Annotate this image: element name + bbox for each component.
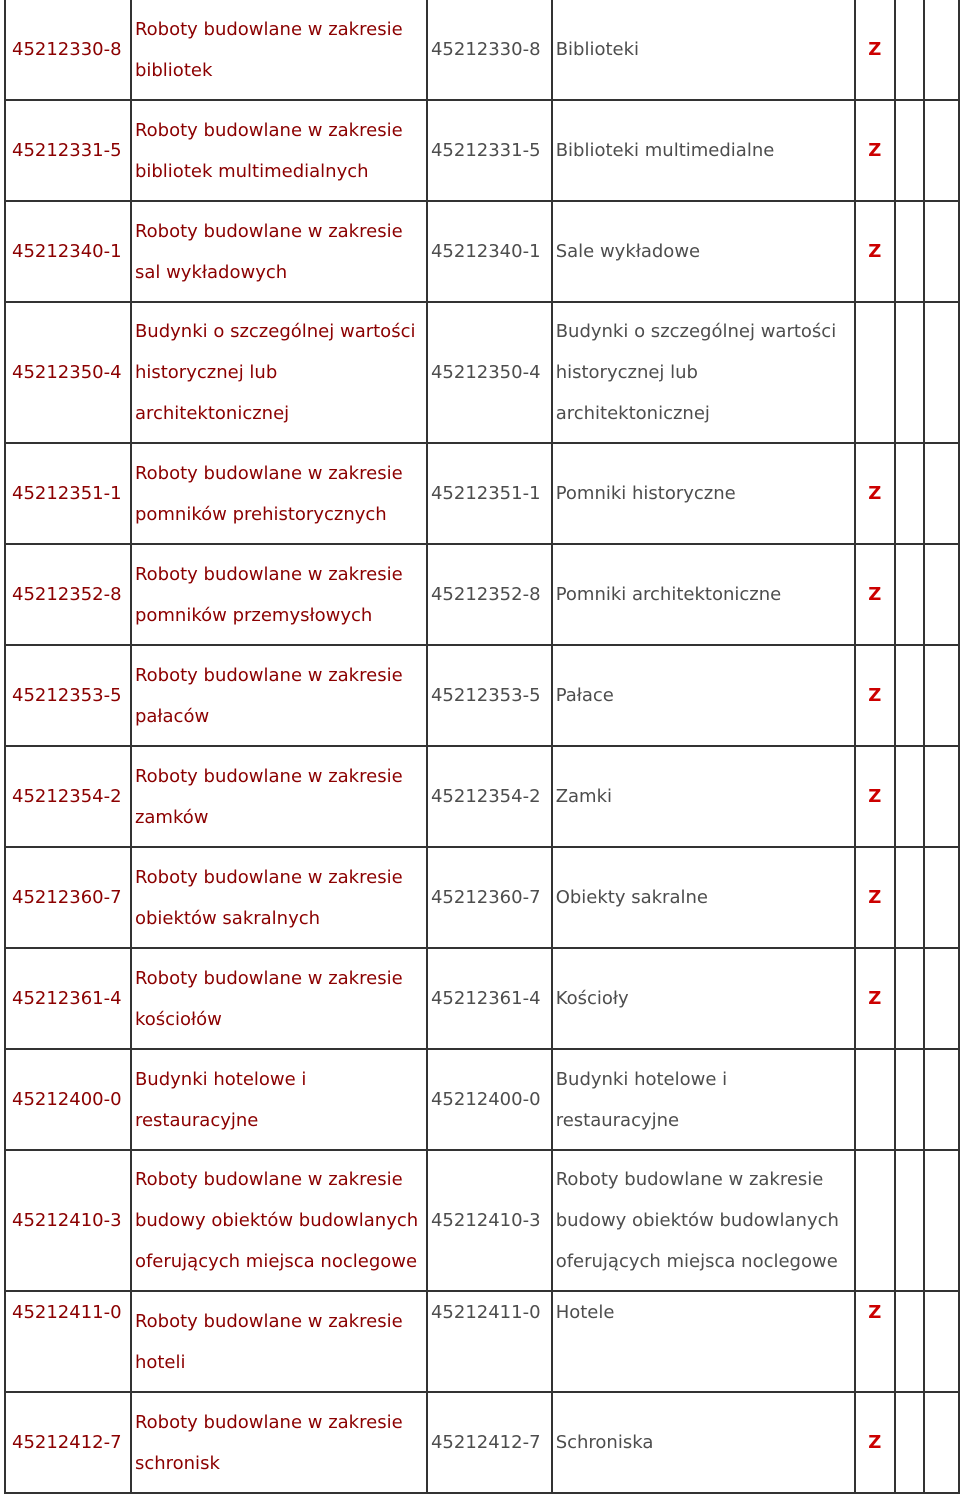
source-description-cell <box>131 1150 427 1291</box>
source-code-cell <box>5 645 131 746</box>
target-code: 45212412-7 <box>430 1432 541 1453</box>
empty-cell <box>895 645 924 746</box>
table-row <box>5 1049 959 1150</box>
source-description-cell <box>131 847 427 948</box>
table-row <box>5 201 959 302</box>
source-code-cell <box>5 746 131 847</box>
target-description-cell <box>552 948 855 1049</box>
source-description-line: restauracyjne <box>134 1109 259 1131</box>
cpv-mapping-table <box>4 0 960 1494</box>
target-description-line: Budynki hotelowe i <box>555 1068 728 1090</box>
status-flag: Z <box>868 241 882 262</box>
source-code-cell <box>5 100 131 201</box>
target-description-line: Biblioteki <box>555 39 640 60</box>
source-description-line: Roboty budowlane w zakresie <box>134 866 403 888</box>
source-description-cell <box>131 201 427 302</box>
source-code: 45212400-0 <box>12 1089 122 1110</box>
table-row <box>5 100 959 201</box>
table-row <box>5 847 959 948</box>
target-description-cell <box>552 746 855 847</box>
source-code-cell <box>5 847 131 948</box>
target-description-line: oferujących miejsca noclegowe <box>555 1251 838 1272</box>
source-code: 45212350-4 <box>12 362 122 383</box>
source-description-cell <box>131 645 427 746</box>
target-description-line: Obiekty sakralne <box>555 887 708 908</box>
source-description-line: Roboty budowlane w zakresie <box>134 563 403 585</box>
source-code: 45212353-5 <box>12 685 122 706</box>
empty-cell <box>895 1049 924 1150</box>
empty-cell <box>924 201 959 302</box>
empty-cell <box>895 1150 924 1291</box>
target-code: 45212354-2 <box>430 786 541 807</box>
empty-cell <box>924 1392 959 1493</box>
target-description-line: Sale wykładowe <box>555 241 701 262</box>
target-code: 45212400-0 <box>430 1089 541 1110</box>
target-description-cell <box>552 1392 855 1493</box>
source-description-line: historycznej lub <box>134 362 278 383</box>
source-description-line: Roboty budowlane w zakresie <box>134 462 403 484</box>
source-code: 45212354-2 <box>12 786 122 807</box>
source-description-line: oferujących miejsca noclegowe <box>134 1251 418 1272</box>
source-description-cell <box>131 100 427 201</box>
source-description-line: Roboty budowlane w zakresie <box>134 119 403 141</box>
target-description-line: Budynki o szczególnej wartości <box>555 321 837 342</box>
source-description-cell <box>131 948 427 1049</box>
empty-cell <box>895 443 924 544</box>
target-code-cell <box>427 544 552 645</box>
status-flag: Z <box>868 1302 882 1323</box>
empty-cell <box>895 948 924 1049</box>
empty-cell <box>924 1150 959 1291</box>
source-description-cell <box>131 302 427 443</box>
status-flag-cell <box>855 201 895 302</box>
source-description-line: pomników prehistorycznych <box>134 503 387 525</box>
target-code: 45212352-8 <box>430 584 541 605</box>
empty-cell <box>895 0 924 100</box>
source-description-cell <box>131 544 427 645</box>
target-description-cell <box>552 1291 855 1392</box>
target-code: 45212331-5 <box>430 140 541 161</box>
target-code-cell <box>427 1150 552 1291</box>
target-code-cell <box>427 746 552 847</box>
target-code-cell <box>427 1392 552 1493</box>
target-description-cell <box>552 1049 855 1150</box>
source-description-cell <box>131 1291 427 1392</box>
target-description-cell <box>552 1150 855 1291</box>
status-flag-cell <box>855 302 895 443</box>
target-code-cell <box>427 0 552 100</box>
status-flag: Z <box>868 584 882 605</box>
target-description-cell <box>552 201 855 302</box>
source-code: 45212410-3 <box>12 1210 122 1231</box>
table-row <box>5 1392 959 1493</box>
source-description-line: Roboty budowlane w zakresie <box>134 664 403 686</box>
status-flag-cell <box>855 443 895 544</box>
status-flag-cell <box>855 544 895 645</box>
source-description-cell <box>131 1049 427 1150</box>
empty-cell <box>895 302 924 443</box>
source-code-cell <box>5 544 131 645</box>
status-flag-cell <box>855 1392 895 1493</box>
target-code-cell <box>427 100 552 201</box>
empty-cell <box>924 948 959 1049</box>
table-row <box>5 746 959 847</box>
status-flag: Z <box>868 685 882 706</box>
empty-cell <box>895 1392 924 1493</box>
empty-cell <box>924 443 959 544</box>
source-description-line: Roboty budowlane w zakresie <box>134 18 403 40</box>
empty-cell <box>924 544 959 645</box>
target-description-cell <box>552 0 855 100</box>
source-description-line: sal wykładowych <box>134 261 288 283</box>
source-description-cell <box>131 443 427 544</box>
table-row <box>5 443 959 544</box>
target-description-line: Roboty budowlane w zakresie <box>555 1169 824 1190</box>
source-code: 45212331-5 <box>12 140 122 161</box>
empty-cell <box>895 746 924 847</box>
status-flag: Z <box>868 140 882 161</box>
target-code: 45212330-8 <box>430 39 541 60</box>
table-row <box>5 948 959 1049</box>
status-flag: Z <box>868 39 882 60</box>
target-code: 45212340-1 <box>430 241 541 262</box>
source-code-cell <box>5 948 131 1049</box>
status-flag-cell <box>855 1291 895 1392</box>
source-description-line: Budynki hotelowe i <box>134 1068 307 1090</box>
status-flag-cell <box>855 1049 895 1150</box>
status-flag: Z <box>868 988 882 1009</box>
target-code-cell <box>427 948 552 1049</box>
status-flag-cell <box>855 746 895 847</box>
target-description-line: Biblioteki multimedialne <box>555 140 775 161</box>
target-code-cell <box>427 847 552 948</box>
target-description-line: restauracyjne <box>555 1109 680 1131</box>
source-description-line: Budynki o szczególnej wartości <box>134 321 416 342</box>
status-flag-cell <box>855 948 895 1049</box>
source-code: 45212412-7 <box>12 1432 122 1453</box>
source-description-line: kościołów <box>134 1008 222 1030</box>
source-description-line: zamków <box>134 806 209 828</box>
table-row <box>5 0 959 100</box>
status-flag-cell <box>855 100 895 201</box>
target-description-line: budowy obiektów budowlanych <box>555 1210 839 1231</box>
target-description-cell <box>552 443 855 544</box>
source-code-cell <box>5 1049 131 1150</box>
status-flag: Z <box>868 1432 882 1453</box>
source-description-line: pomników przemysłowych <box>134 604 373 626</box>
table-row <box>5 645 959 746</box>
target-code-cell <box>427 645 552 746</box>
status-flag-cell <box>855 0 895 100</box>
empty-cell <box>895 201 924 302</box>
target-description-cell <box>552 100 855 201</box>
source-code: 45212351-1 <box>12 483 122 504</box>
table-row <box>5 544 959 645</box>
source-code: 45212360-7 <box>12 887 122 908</box>
empty-cell <box>924 1291 959 1392</box>
target-description-line: Kościoły <box>555 988 629 1009</box>
target-description-line: Pomniki historyczne <box>555 483 736 504</box>
target-description-cell <box>552 847 855 948</box>
table-row <box>5 302 959 443</box>
source-description-line: Roboty budowlane w zakresie <box>134 1310 403 1332</box>
source-code-cell <box>5 302 131 443</box>
empty-cell <box>895 847 924 948</box>
empty-cell <box>924 100 959 201</box>
target-description-line: Pomniki architektoniczne <box>555 584 782 605</box>
source-code-cell <box>5 443 131 544</box>
source-description-line: bibliotek multimedialnych <box>134 160 369 182</box>
table-body <box>5 0 959 1493</box>
table-row <box>5 1150 959 1291</box>
empty-cell <box>924 746 959 847</box>
empty-cell <box>924 645 959 746</box>
status-flag: Z <box>868 887 882 908</box>
target-code: 45212411-0 <box>430 1302 541 1323</box>
source-code: 45212352-8 <box>12 584 122 605</box>
source-description-line: hoteli <box>134 1351 186 1373</box>
source-code: 45212411-0 <box>12 1302 122 1323</box>
target-description-cell <box>552 302 855 443</box>
source-description-line: obiektów sakralnych <box>134 907 321 929</box>
target-code-cell <box>427 1049 552 1150</box>
target-description-line: historycznej lub <box>555 362 698 383</box>
target-description-cell <box>552 645 855 746</box>
empty-cell <box>924 302 959 443</box>
source-code-cell <box>5 1291 131 1392</box>
target-code-cell <box>427 443 552 544</box>
source-description-cell <box>131 1392 427 1493</box>
target-description-line: Zamki <box>555 786 613 807</box>
source-description-line: Roboty budowlane w zakresie <box>134 220 403 242</box>
target-description-cell <box>552 544 855 645</box>
source-description-line: architektonicznej <box>134 403 290 424</box>
empty-cell <box>924 1049 959 1150</box>
source-code: 45212340-1 <box>12 241 122 262</box>
status-flag: Z <box>868 483 882 504</box>
table-row <box>5 1291 959 1392</box>
source-code-cell <box>5 0 131 100</box>
source-description-line: bibliotek <box>134 59 213 81</box>
empty-cell <box>895 544 924 645</box>
target-code: 45212350-4 <box>430 362 541 383</box>
source-description-line: budowy obiektów budowlanych <box>134 1210 419 1231</box>
target-code: 45212361-4 <box>430 988 541 1009</box>
status-flag-cell <box>855 645 895 746</box>
source-description-line: Roboty budowlane w zakresie <box>134 765 403 787</box>
empty-cell <box>895 1291 924 1392</box>
source-code: 45212330-8 <box>12 39 122 60</box>
target-description-line: Hotele <box>555 1302 615 1323</box>
target-code-cell <box>427 1291 552 1392</box>
empty-cell <box>924 0 959 100</box>
target-code: 45212351-1 <box>430 483 541 504</box>
source-code-cell <box>5 201 131 302</box>
status-flag: Z <box>868 786 882 807</box>
source-description-line: Roboty budowlane w zakresie <box>134 967 403 989</box>
empty-cell <box>895 100 924 201</box>
source-code: 45212361-4 <box>12 988 122 1009</box>
status-flag-cell <box>855 847 895 948</box>
source-description-cell <box>131 746 427 847</box>
target-code: 45212360-7 <box>430 887 541 908</box>
source-code-cell <box>5 1150 131 1291</box>
source-description-cell <box>131 0 427 100</box>
target-description-line: Schroniska <box>555 1432 654 1453</box>
source-description-line: pałaców <box>134 705 210 727</box>
target-description-line: architektonicznej <box>555 403 710 424</box>
target-description-line: Pałace <box>555 685 614 706</box>
empty-cell <box>924 847 959 948</box>
status-flag-cell <box>855 1150 895 1291</box>
source-code-cell <box>5 1392 131 1493</box>
target-code-cell <box>427 201 552 302</box>
target-code: 45212410-3 <box>430 1210 541 1231</box>
source-description-line: schronisk <box>134 1452 220 1474</box>
source-description-line: Roboty budowlane w zakresie <box>134 1169 403 1190</box>
target-code-cell <box>427 302 552 443</box>
source-description-line: Roboty budowlane w zakresie <box>134 1411 403 1433</box>
target-code: 45212353-5 <box>430 685 541 706</box>
